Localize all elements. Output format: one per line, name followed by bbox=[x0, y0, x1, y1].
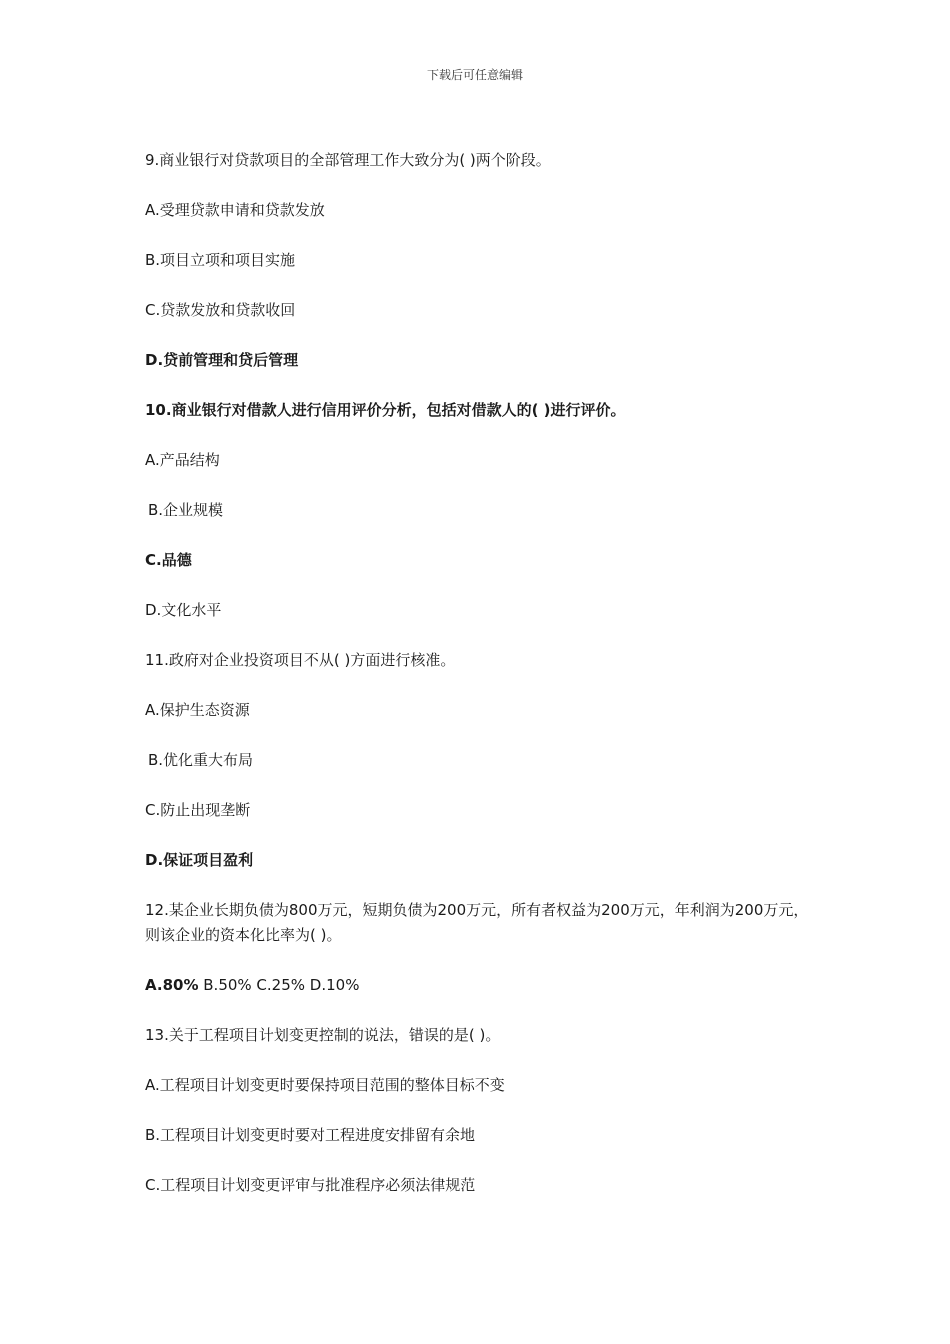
q9-option-d-answer: D.贷前管理和贷后管理 bbox=[145, 351, 299, 369]
question-11: 11.政府对企业投资项目不从( )方面进行核准。 bbox=[145, 651, 456, 669]
q13-option-a: A.工程项目计划变更时要保持项目范围的整体目标不变 bbox=[145, 1076, 505, 1094]
q9-option-b: B.项目立项和项目实施 bbox=[145, 251, 296, 269]
q12-options bbox=[145, 973, 815, 998]
page-header: 下载后可任意编辑 bbox=[426, 68, 523, 82]
document-body bbox=[145, 148, 815, 1223]
q11-option-d-answer: D.保证项目盈利 bbox=[145, 851, 254, 869]
q13-option-b: B.工程项目计划变更时要对工程进度安排留有余地 bbox=[145, 1126, 476, 1144]
q9-option-c: C.贷款发放和贷款收回 bbox=[145, 301, 296, 319]
q12-options-rest: B.50% C.25% D.10% bbox=[198, 976, 360, 994]
q11-option-c: C.防止出现垄断 bbox=[145, 801, 251, 819]
q10-option-a: A.产品结构 bbox=[145, 451, 220, 469]
q10-option-d: D.文化水平 bbox=[145, 601, 222, 619]
q10-option-c-answer: C.品德 bbox=[145, 551, 192, 569]
question-12: 12.某企业长期负债为800万元，短期负债为200万元，所有者权益为200万元，年利润为200万元，则该企业的资本化比率为( )。 bbox=[145, 901, 809, 944]
q11-option-a: A.保护生态资源 bbox=[145, 701, 250, 719]
question-13: 13.关于工程项目计划变更控制的说法，错误的是( )。 bbox=[145, 1026, 501, 1044]
q13-option-c: C.工程项目计划变更评审与批准程序必须法律规范 bbox=[145, 1176, 476, 1194]
q10-option-b: B.企业规模 bbox=[148, 501, 224, 519]
question-10: 10.商业银行对借款人进行信用评价分析，包括对借款人的( )进行评价。 bbox=[145, 401, 626, 419]
q12-option-a-answer: A.80% bbox=[145, 976, 199, 994]
question-9: 9.商业银行对贷款项目的全部管理工作大致分为( )两个阶段。 bbox=[145, 151, 551, 169]
q11-option-b: B.优化重大布局 bbox=[148, 751, 254, 769]
q9-option-a: A.受理贷款申请和贷款发放 bbox=[145, 201, 325, 219]
